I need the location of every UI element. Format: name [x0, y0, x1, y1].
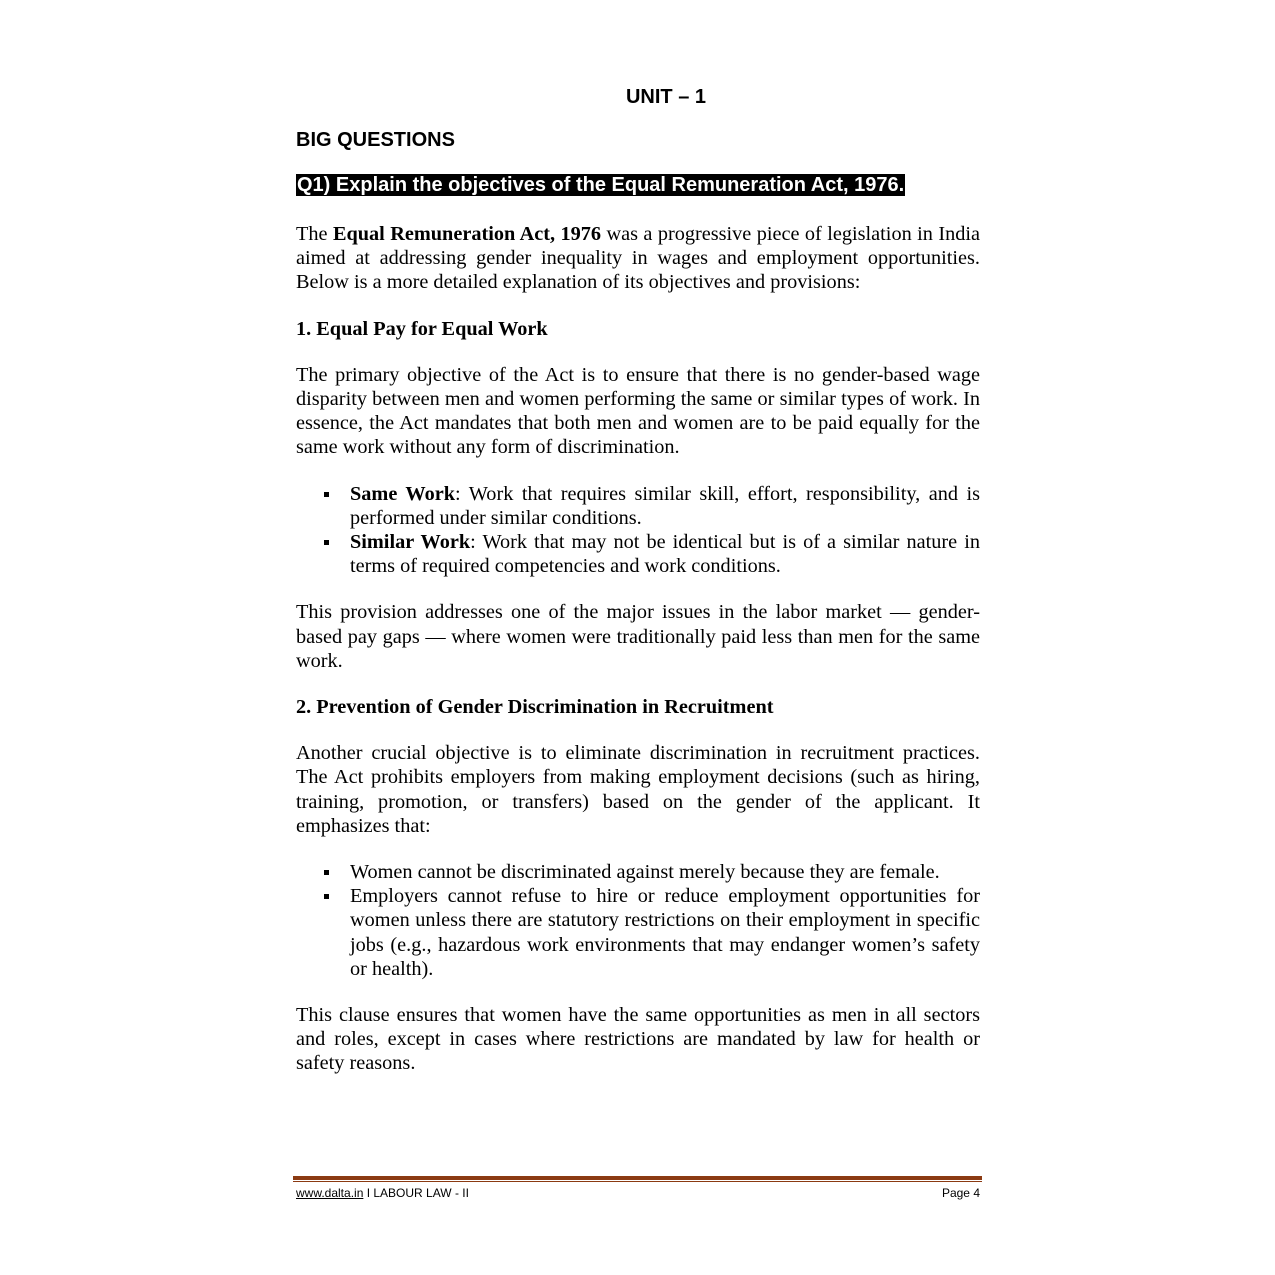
list-item: [296, 482, 980, 530]
section1-closing: This provision addresses one of the major issues in the labor market — gender-based pay gaps — where women were traditionally paid less than men for the same work.: [296, 601, 980, 672]
section2-closing: This clause ensures that women have the same opportunities as men in all sectors and roles, except in cases where restrictions are mandated by law for health or safety reasons.: [296, 1004, 980, 1075]
bullet-text: : Work that may not be identical but is of a similar nature in terms of required competencies and work conditions.: [350, 531, 980, 578]
bullet-term: Same Work: [350, 482, 456, 505]
act-name: Equal Remuneration Act, 1976: [332, 223, 602, 245]
section2-paragraph: Another crucial objective is to eliminate discrimination in recruitment practices. The Act prohibits employers from making employment decisions (such as hiring, training, promotion, or transfers) based on the gender of the applicant. It emphasizes that:: [296, 742, 980, 837]
footer-left: [296, 1186, 469, 1200]
document-page: [296, 0, 980, 1275]
document-body: [296, 222, 980, 1098]
list-item: [296, 530, 980, 578]
intro-paragraph: [296, 222, 980, 295]
section1-heading: 1. Equal Pay for Equal Work: [296, 317, 548, 340]
page-number: Page 4: [941, 1186, 980, 1200]
bullet-text: : Work that requires similar skill, effort, responsibility, and is performed under similar conditions.: [350, 482, 981, 529]
intro-pre: The: [296, 223, 333, 245]
list-item: [296, 860, 980, 884]
section2-heading: 2. Prevention of Gender Discrimination in Recruitment: [296, 696, 774, 719]
bullet-icon: [324, 492, 329, 497]
footer-rule-thin: [293, 1181, 982, 1182]
bullet-term: Similar Work: [350, 531, 471, 554]
bullet-icon: [324, 540, 329, 545]
bullet-icon: [324, 870, 329, 875]
section-title: BIG QUESTIONS: [296, 129, 455, 151]
page-footer: [296, 1186, 980, 1200]
list-item: [296, 884, 980, 981]
unit-title: UNIT – 1: [625, 86, 707, 108]
question-text: Q1) Explain the objectives of the Equal Remuneration Act, 1976.: [297, 174, 905, 196]
bullet-text: Women cannot be discriminated against merely because they are female.: [350, 861, 940, 884]
footer-title: I LABOUR LAW - II: [363, 1186, 469, 1200]
intro-post: was a progressive piece of legislation in India aimed at addressing gender inequality in wages and employment opportunities. Below is a more detailed explanation of its objectives and provisions:: [296, 223, 980, 294]
question-heading: [296, 172, 905, 198]
section1-paragraph: The primary objective of the Act is to ensure that there is no gender-based wage disparity between men and women performing the same or similar types of work. In essence, the Act mandates that both men and women are to be paid equally for the same work without any form of discrimination.: [296, 363, 980, 459]
website-link[interactable]: www.dalta.in: [296, 1186, 364, 1200]
section2-bullet-list: [296, 860, 980, 981]
section1-bullet-list: [296, 482, 980, 579]
bullet-text: Employers cannot refuse to hire or reduce employment opportunities for women unless there are statutory restrictions on their employment in specific jobs (e.g., hazardous work environments that may endanger women’s safety or health).: [350, 885, 980, 980]
footer-rule: [293, 1176, 982, 1180]
bullet-icon: [324, 894, 329, 899]
